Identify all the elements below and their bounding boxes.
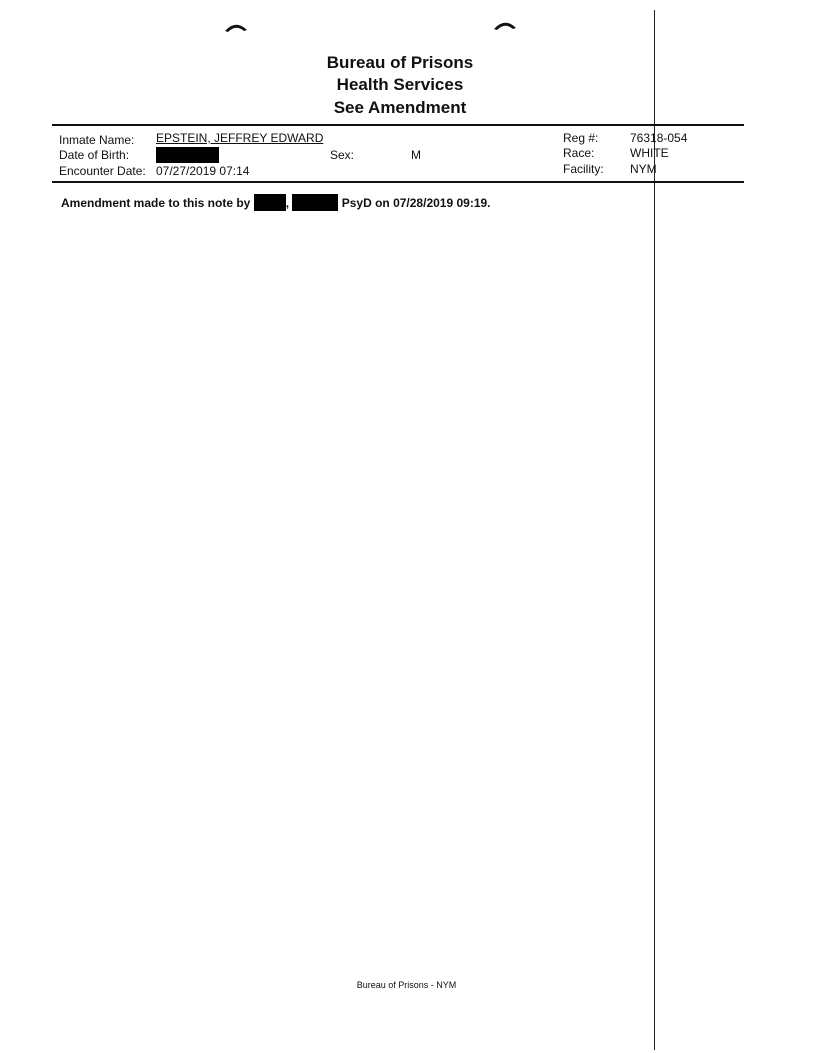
reg-number-label: Reg #: [563, 131, 599, 145]
inmate-name-label: Inmate Name: [59, 133, 135, 147]
header-title-health: Health Services [336, 75, 464, 94]
header-title-amendment: See Amendment [333, 98, 467, 117]
facility-value: NYM [630, 162, 657, 176]
sex-value: M [411, 148, 421, 162]
encounter-date-label: Encounter Date: [59, 164, 146, 178]
header-top-rule [52, 124, 744, 126]
facility-label: Facility: [563, 162, 604, 176]
amendment-prefix: Amendment made to this note by [61, 196, 251, 210]
header-bottom-rule [52, 181, 744, 183]
race-label: Race: [563, 146, 595, 160]
footer-text: Bureau of Prisons - NYM [356, 980, 457, 990]
punch-hole-mark-right [493, 19, 517, 31]
header-title-bureau: Bureau of Prisons [326, 53, 474, 72]
dob-redaction [156, 147, 219, 163]
reg-number-value: 76318-054 [630, 131, 688, 145]
punch-hole-mark-left [224, 21, 248, 33]
amendment-suffix: PsyD on 07/28/2019 09:19. [341, 196, 491, 210]
inmate-name-value: EPSTEIN, JEFFREY EDWARD [156, 131, 324, 145]
amendment-comma: , [285, 196, 290, 210]
sex-label: Sex: [330, 148, 355, 162]
encounter-date-value: 07/27/2019 07:14 [156, 164, 250, 178]
amendment-line [61, 194, 491, 211]
dob-label: Date of Birth: [59, 148, 130, 162]
race-value: WHITE [630, 146, 669, 160]
amendment-redaction-2 [292, 194, 338, 211]
amendment-redaction-1 [254, 194, 286, 211]
